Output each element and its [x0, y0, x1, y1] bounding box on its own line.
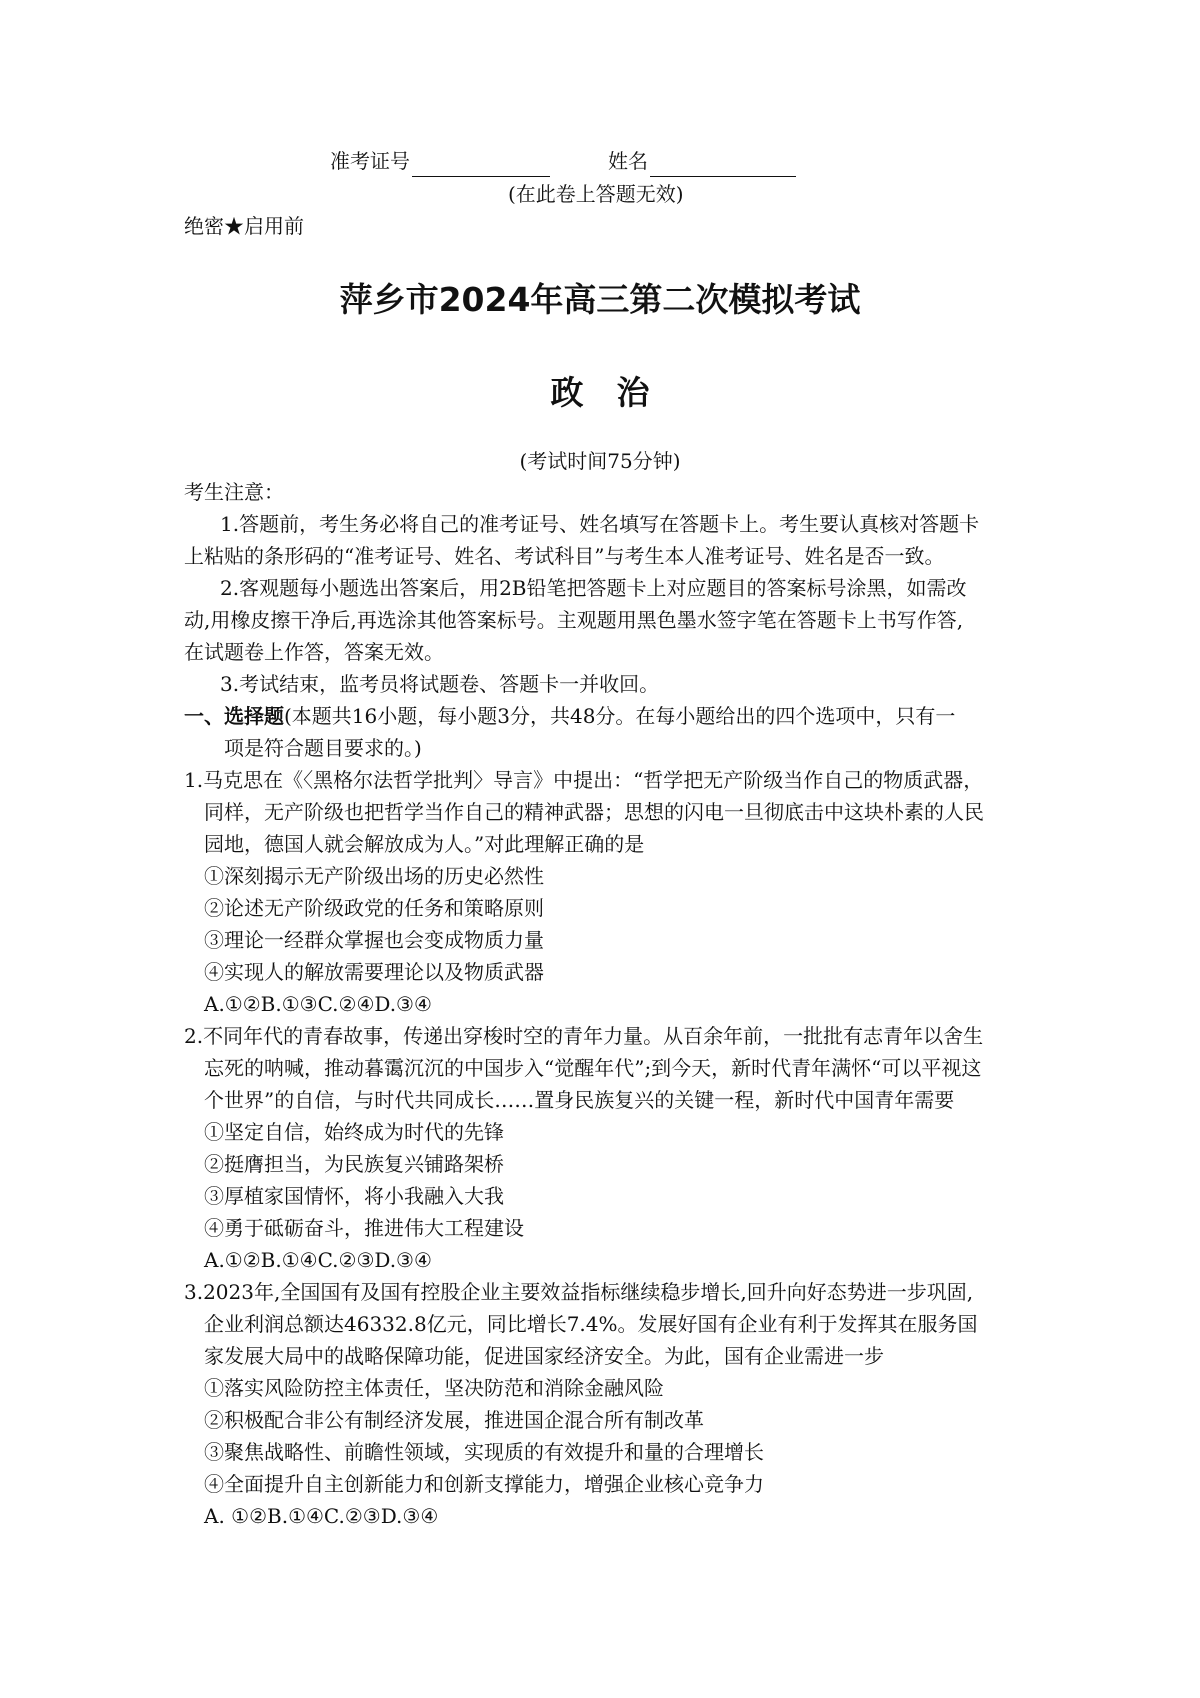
page-title: 萍乡市2024年高三第二次模拟考试: [339, 280, 861, 319]
section-heading-bold: 一、选择题: [184, 704, 284, 728]
question-3-item-2: ②积极配合非公有制经济发展，推进国企混合所有制改革: [204, 1408, 704, 1432]
question-1-line-1: 1.马克思在《〈黑格尔法哲学批判〉导言》中提出：“哲学把无产阶级当作自己的物质武器，: [184, 768, 984, 792]
notice-item-2: 2.客观题每小题选出答案后，用2B铅笔把答题卡上对应题目的答案标号涂黑，如需改: [220, 576, 967, 600]
question-2-item-1: ①坚定自信，始终成为时代的先锋: [204, 1120, 504, 1144]
question-2-line-1: 2.不同年代的青春故事，传递出穿梭时空的青年力量。从百余年前，一批批有志青年以舍生: [184, 1024, 984, 1048]
section-heading-text: (本题共16小题，每小题3分，共48分。在每小题给出的四个选项中，只有一: [284, 704, 956, 728]
question-1-line-2: 同样，无产阶级也把哲学当作自己的精神武器；思想的闪电一旦彻底击中这块朴素的人民: [204, 800, 984, 824]
question-3-line-1: 3.2023年,全国国有及国有控股企业主要效益指标继续稳步增长,回升向好态势进一步巩固,: [184, 1280, 974, 1304]
time-note: (考试时间75分钟): [519, 449, 681, 473]
question-3-item-4: ④全面提升自主创新能力和创新支撑能力，增强企业核心竞争力: [204, 1472, 764, 1496]
question-2-line-3: 个世界”的自信，与时代共同成长……置身民族复兴的关键一程，新时代中国青年需要: [204, 1088, 955, 1112]
exam-id-label: 准考证号: [330, 149, 410, 173]
question-1-item-3: ③理论一经群众掌握也会变成物质力量: [204, 928, 544, 952]
exam-id-blank: [412, 154, 550, 177]
name-field: [608, 145, 796, 177]
section-heading-line2: 项是符合题目要求的。): [224, 736, 422, 760]
question-1-item-1: ①深刻揭示无产阶级出场的历史必然性: [204, 864, 544, 888]
question-3-line-2: 企业利润总额达46332.8亿元，同比增长7.4%。发展好国有企业有利于发挥其在服务国: [204, 1312, 978, 1336]
question-3-line-3: 家发展大局中的战略保障功能，促进国家经济安全。为此，国有企业需进一步: [204, 1344, 884, 1368]
question-1-item-4: ④实现人的解放需要理论以及物质武器: [204, 960, 544, 984]
question-1-line-3: 园地，德国人就会解放成为人。”对此理解正确的是: [204, 832, 645, 856]
question-2-item-3: ③厚植家国情怀，将小我融入大我: [204, 1184, 504, 1208]
notice-item-1-cont: 上粘贴的条形码的“准考证号、姓名、考试科目”与考生本人准考证号、姓名是否一致。: [184, 544, 945, 568]
name-label: 姓名: [608, 149, 648, 173]
name-blank: [650, 154, 796, 177]
invalid-note: (在此卷上答题无效): [508, 182, 684, 206]
notice-item-2-cont2: 在试题卷上作答，答案无效。: [184, 640, 444, 664]
notice-heading: 考生注意：: [184, 480, 284, 504]
secret-label: 绝密★启用前: [184, 214, 304, 238]
question-2-item-4: ④勇于砥砺奋斗，推进伟大工程建设: [204, 1216, 524, 1240]
notice-item-3: 3.考试结束，监考员将试题卷、答题卡一并收回。: [220, 672, 660, 696]
question-3-item-3: ③聚焦战略性、前瞻性领域，实现质的有效提升和量的合理增长: [204, 1440, 764, 1464]
subject-title: 政 治: [550, 373, 650, 412]
section-heading: [184, 700, 955, 732]
exam-id-field: [330, 145, 550, 177]
question-2-options: A.①②B.①④C.②③D.③④: [204, 1248, 432, 1272]
question-1-item-2: ②论述无产阶级政党的任务和策略原则: [204, 896, 544, 920]
question-3-options: A. ①②B.①④C.②③D.③④: [204, 1504, 439, 1528]
notice-item-1: 1.答题前，考生务必将自己的准考证号、姓名填写在答题卡上。考生要认真核对答题卡: [220, 512, 980, 536]
question-3-item-1: ①落实风险防控主体责任，坚决防范和消除金融风险: [204, 1376, 664, 1400]
notice-item-2-cont: 动,用橡皮擦干净后,再选涂其他答案标号。主观题用黑色墨水签字笔在答题卡上书写作答,: [184, 608, 964, 632]
question-2-line-2: 忘死的呐喊，推动暮霭沉沉的中国步入“觉醒年代”;到今天，新时代青年满怀“可以平视这: [204, 1056, 982, 1080]
question-2-item-2: ②挺膺担当，为民族复兴铺路架桥: [204, 1152, 504, 1176]
question-1-options: A.①②B.①③C.②④D.③④: [204, 992, 432, 1016]
